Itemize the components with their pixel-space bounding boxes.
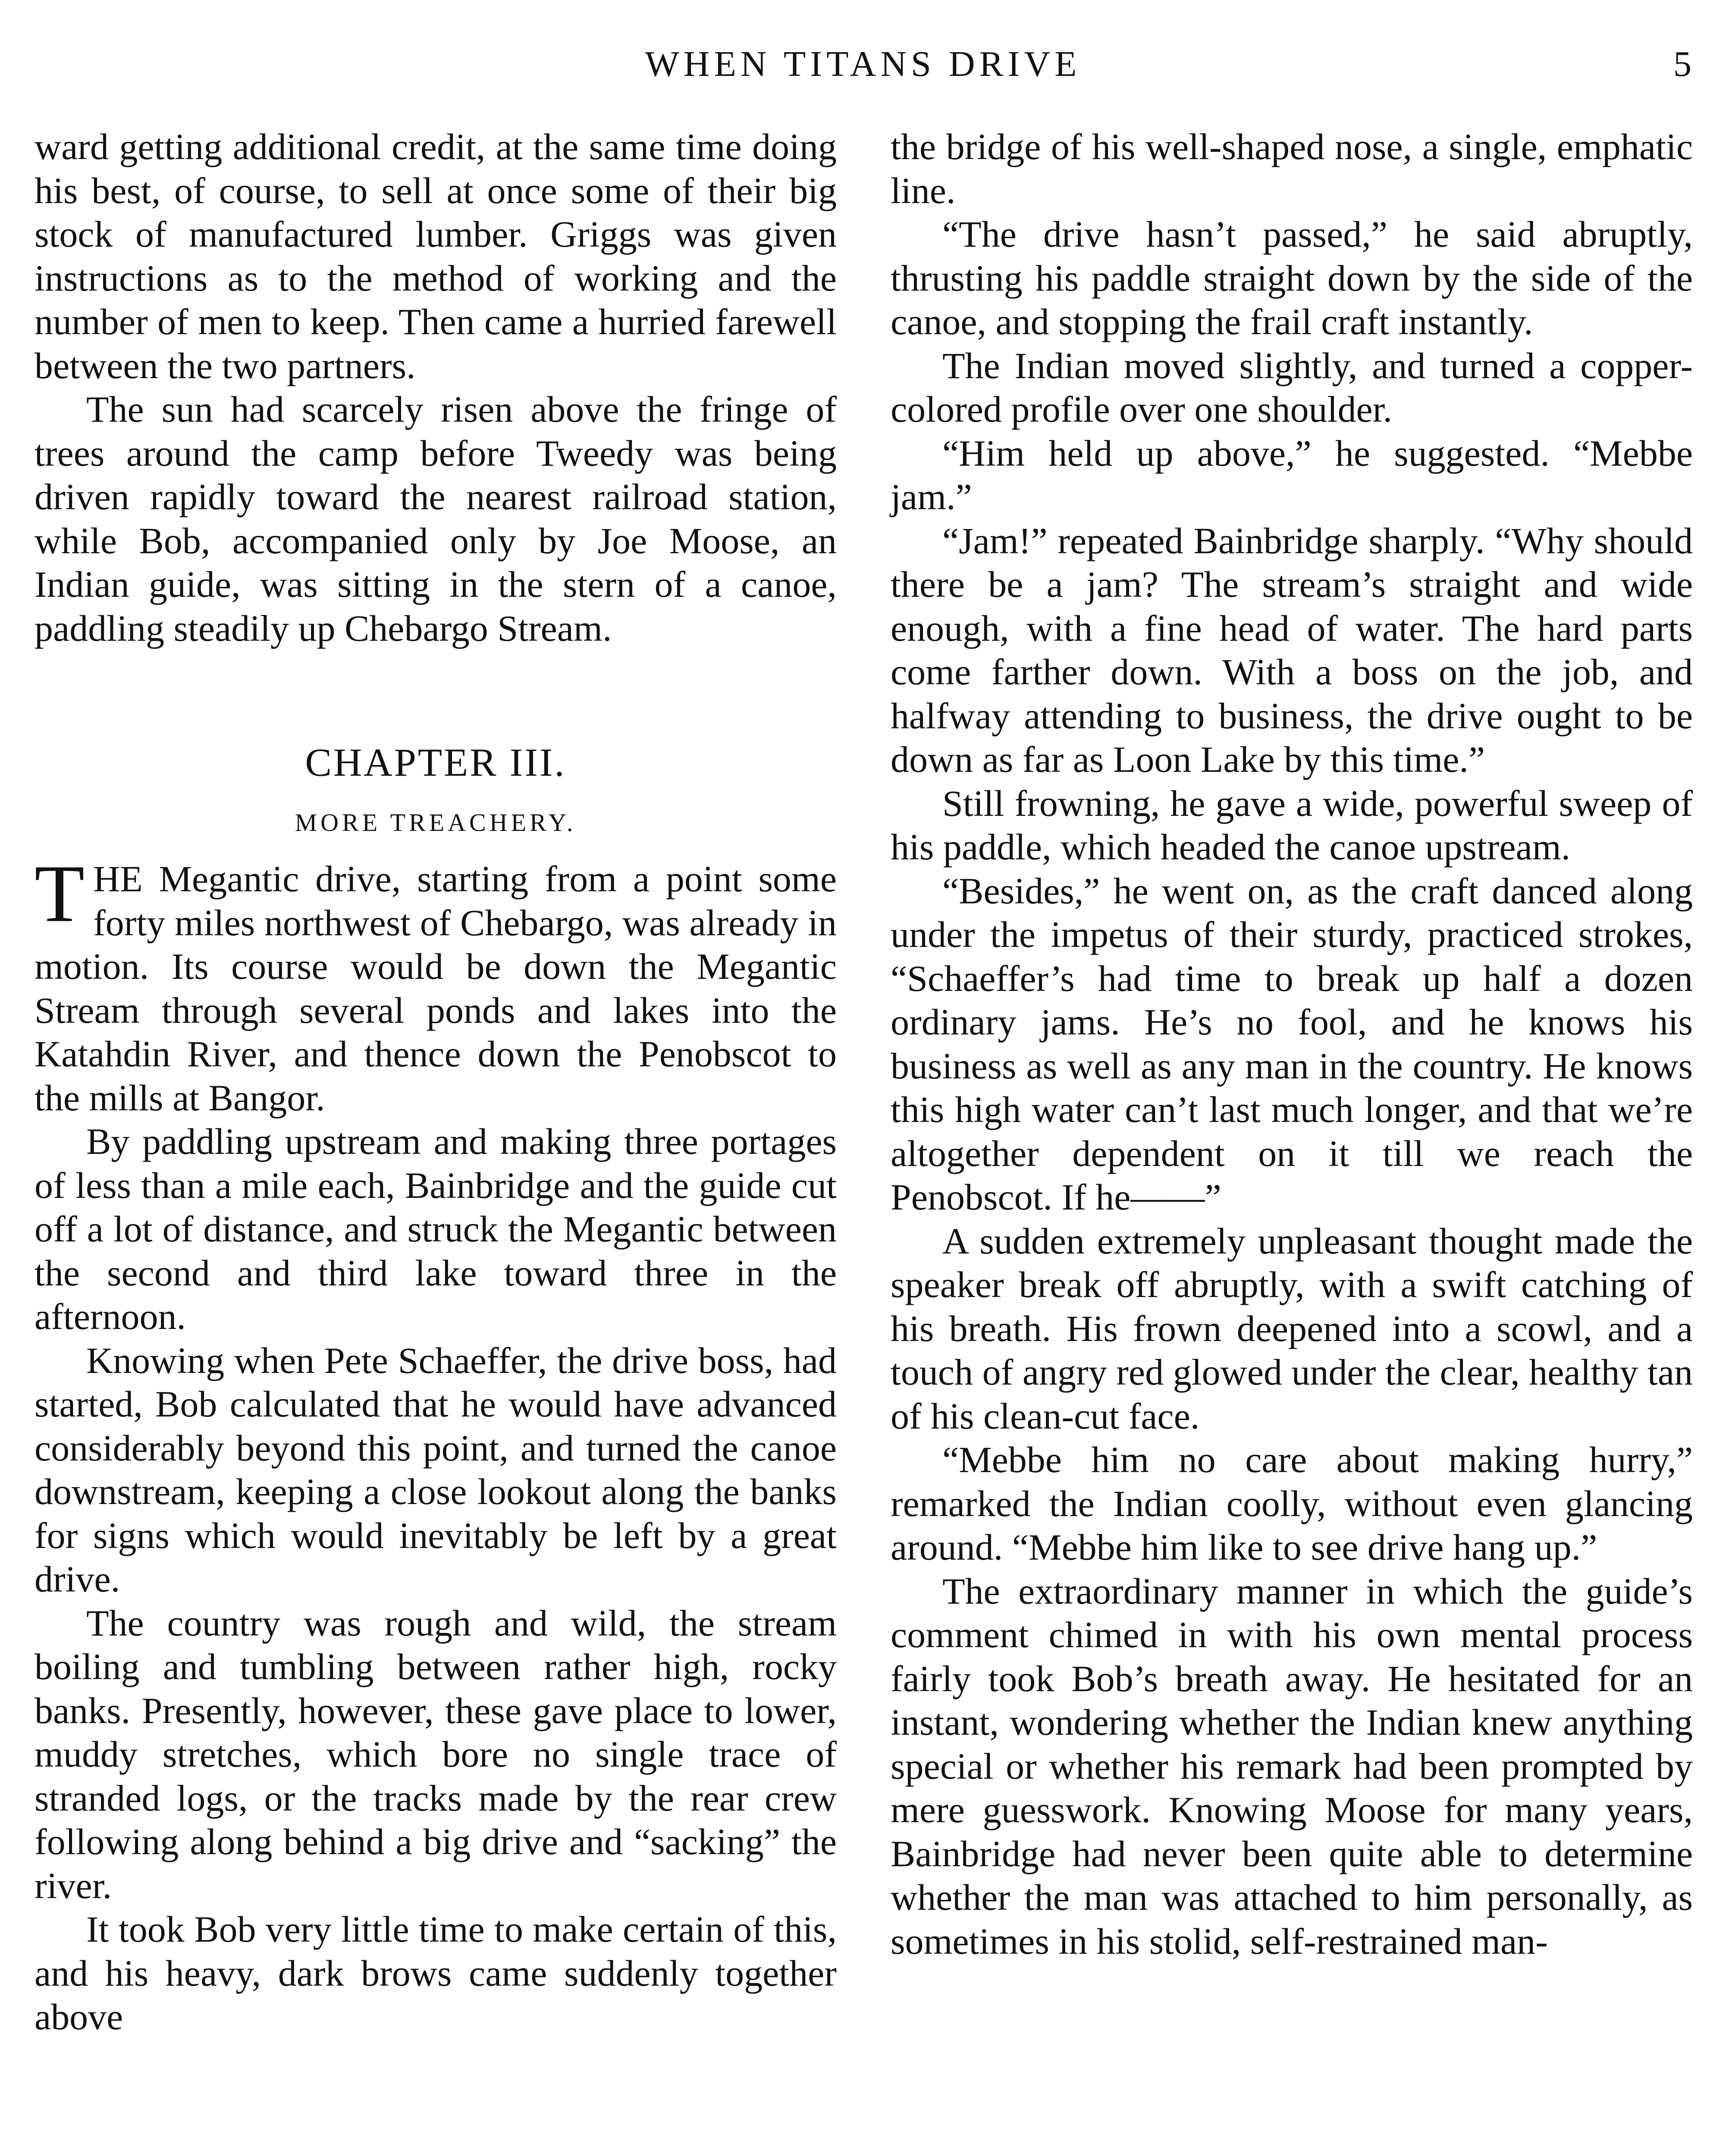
paragraph-with-dropcap [35, 849, 837, 1120]
chapter-title: CHAPTER III. [305, 740, 566, 784]
paragraph: “Jam!” repeated Bainbridge sharply. “Why should there be a jam? The stream’s straight and wide enough, with a fine head of water. The hard parts come farther down. With a boss on the job, and halfway attending to business, the drive ought to be down as far as Loon Lake by this time.” [891, 520, 1693, 780]
paragraph: The Indian moved slightly, and turned a copper-colored profile over one shoulder. [891, 345, 1693, 430]
chapter-subtitle: MORE TREACHERY. [295, 808, 577, 837]
paragraph: “Mebbe him no care about making hurry,” remarked the Indian coolly, without even glancing around. “Mebbe him like to see drive hang up.” [891, 1439, 1693, 1568]
paragraph: Knowing when Pete Schaeffer, the drive boss, had started, Bob calculated that he would have advanced considerably beyond this point, and turned the canoe downstream, keeping a close lookout along the banks for signs which would inevitably be left by a great drive. [35, 1339, 837, 1600]
paragraph: The sun had scarcely risen above the fringe of trees around the camp before Tweedy was being driven rapidly toward the nearest railroad station, while Bob, accompanied only by Joe Moose, an Indian guide, was sitting in the stern of a canoe, paddling steadily up Chebargo Stream. [35, 389, 837, 649]
paragraph: The country was rough and wild, the stream boiling and tumbling between rather high, rocky banks. Presently, however, these gave place to lower, muddy stretches, which bore no single trace of stranded logs, or the tracks made by the rear crew following along behind a big drive and “sacking” the river. [35, 1602, 837, 1906]
page-number: 5 [1673, 44, 1691, 84]
paragraph: A sudden extremely unpleasant thought made the speaker break off abruptly, with a swift catching of his breath. His frown deepened into a scowl, and a touch of angry red glowed under the clear, healthy tan of his clean-cut face. [891, 1220, 1693, 1437]
right-column [891, 125, 1693, 1963]
paragraph: “The drive hasn’t passed,” he said abruptly, thrusting his paddle straight down by the side of the canoe, and stopping the frail craft instantly. [891, 213, 1693, 342]
page-header [0, 43, 1726, 91]
paragraph: the bridge of his well-shaped nose, a single, emphatic line. [891, 126, 1693, 211]
paragraph: Still frowning, he gave a wide, powerful sweep of his paddle, which headed the canoe upstream. [891, 782, 1693, 868]
paragraph-text: HE Megantic drive, starting from a point some forty miles northwest of Chebargo, was already in motion. Its course would be down the Megantic Stream through several ponds and lakes into the Katahdin River, and thence down the Penobscot to the mills at Bangor. [35, 858, 837, 1119]
paragraph: “Besides,” he went on, as the craft danced along under the impetus of their sturdy, practiced strokes, “Schaeffer’s had time to break up half a dozen ordinary jams. He’s no fool, and he knows his business as well as any man in the country. He knows this high water can’t last much longer, and that we’re altogether dependent on it till we reach the Penobscot. If he——” [891, 870, 1693, 1218]
paragraph: It took Bob very little time to make certain of this, and his heavy, dark brows came suddenly together above [35, 1908, 837, 2037]
left-column [35, 125, 837, 2039]
paragraph: By paddling upstream and making three portages of less than a mile each, Bainbridge and the guide cut off a lot of distance, and struck the Megantic between the second and third lake toward three in the afternoon. [35, 1121, 837, 1337]
drop-cap: T [35, 849, 85, 939]
paragraph: ward getting additional credit, at the same time doing his best, of course, to sell at once some of their big stock of manufactured lumber. Griggs was given instructions as to the method of working and the number of men to keep. Then came a hurried farewell between the two partners. [35, 126, 837, 386]
running-title: WHEN TITANS DRIVE [645, 44, 1081, 84]
paragraph: “Him held up above,” he suggested. “Mebbe jam.” [891, 432, 1693, 517]
paragraph: The extraordinary manner in which the guide’s comment chimed in with his own mental process fairly took Bob’s breath away. He hesitated for an instant, wondering whether the Indian knew anything special or whether his remark had been prompted by mere guesswork. Knowing Moose for many years, Bainbridge had never been quite able to determine whether the man was attached to him personally, as sometimes in his stolid, self-restrained man- [891, 1570, 1693, 1962]
